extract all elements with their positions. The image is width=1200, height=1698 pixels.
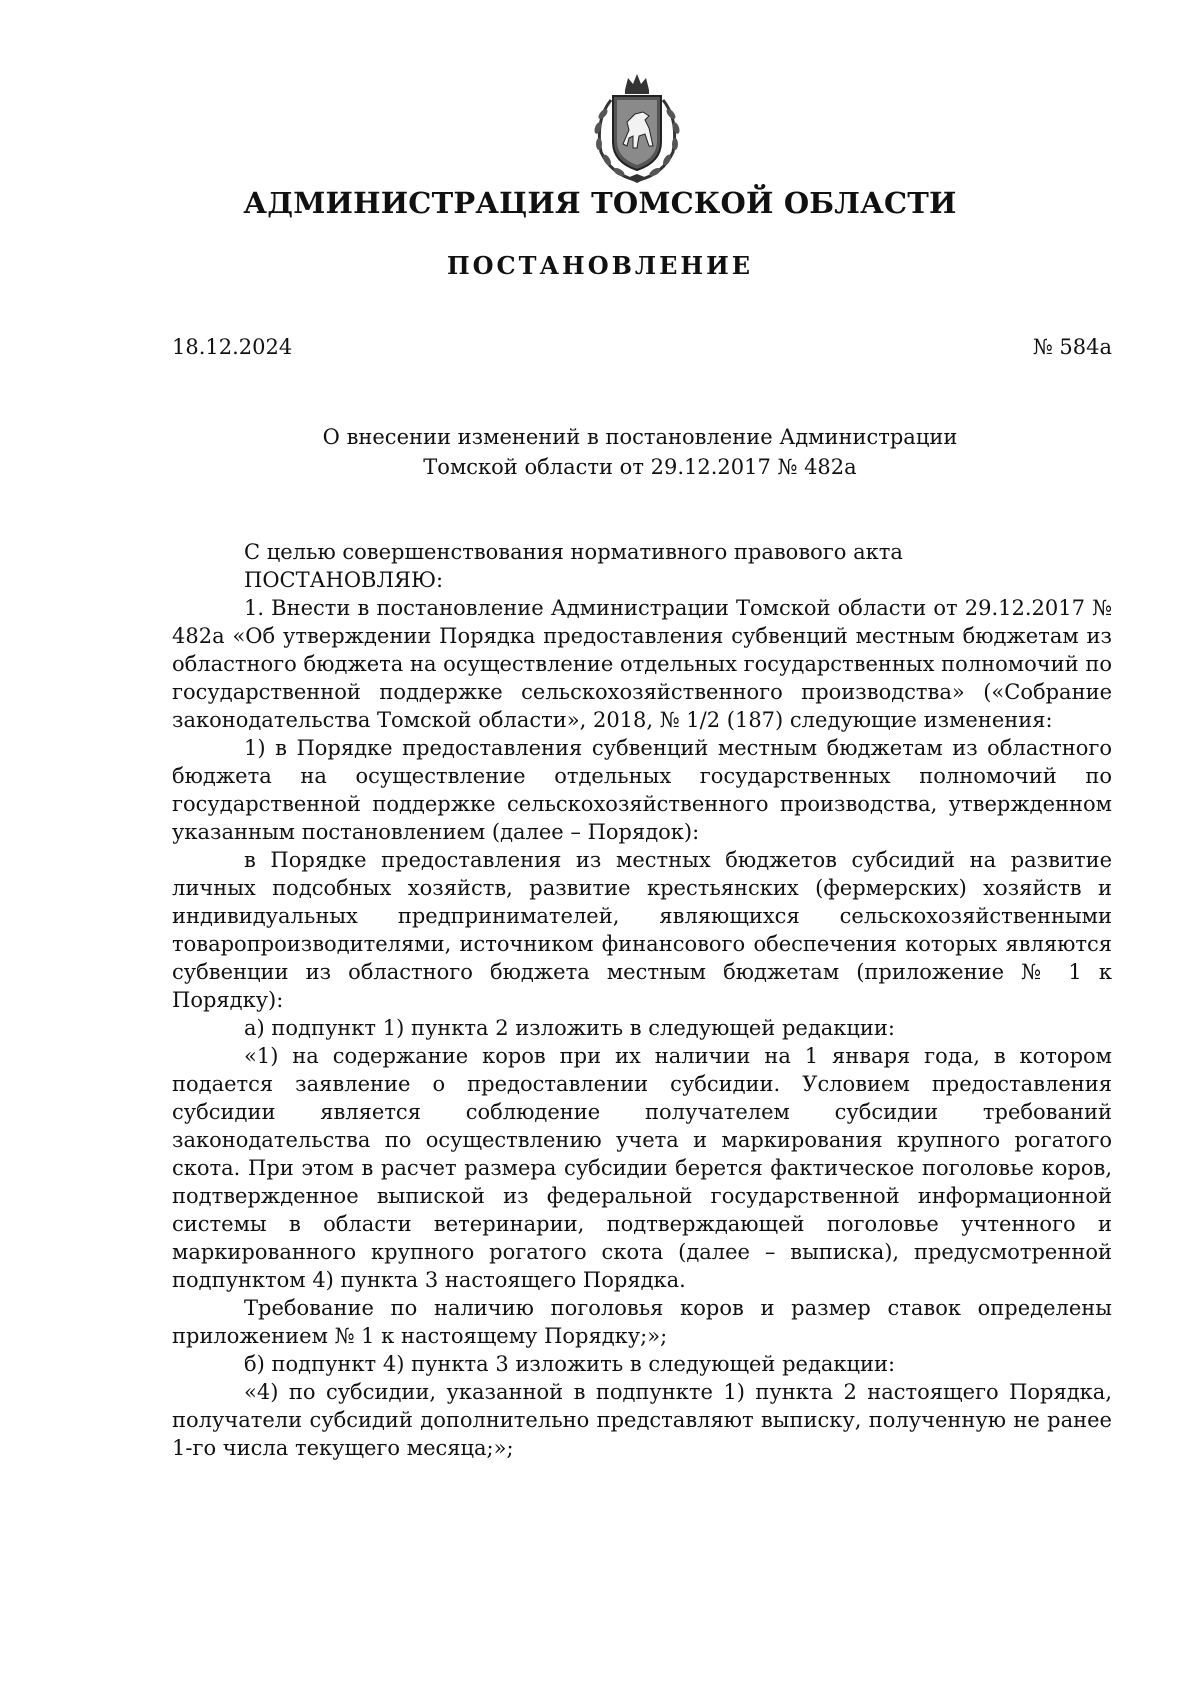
body-paragraph: Требование по наличию поголовья коров и размер ставок определены приложением № 1 к настоящему Порядку;»; xyxy=(172,1296,1112,1348)
organization-title: АДМИНИСТРАЦИЯ ТОМСКОЙ ОБЛАСТИ xyxy=(243,186,957,220)
document-date: 18.12.2024 xyxy=(172,335,293,359)
body-paragraph: в Порядке предоставления из местных бюджетов субсидий на развитие личных подсобных хозяйств, развитие крестьянских (фермерских) хозяйств и индивидуальных предпринимателей, являющихся сельскохозяйственными товаропроизводителями, источником финансового обеспечения которых являются субвенции из областного бюджета местным бюджетам (приложение № 1 к Порядку): xyxy=(172,848,1112,1012)
resolve-heading: ПОСТАНОВЛЯЮ: xyxy=(244,568,444,592)
tomsk-coat-of-arms-icon xyxy=(583,70,691,186)
document-subject xyxy=(200,422,1080,482)
body-paragraph: «4) по субсидии, указанной в подпункте 1) пункта 2 настоящего Порядка, получатели субсидий дополнительно представляют выписку, полученную не ранее 1-го числа текущего месяца;»; xyxy=(172,1380,1112,1460)
document-type-title: ПОСТАНОВЛЕНИЕ xyxy=(446,251,754,280)
body-paragraph: «1) на содержание коров при их наличии на 1 января года, в котором подается заявление о предоставлении субсидии. Условием предоставления субсидии является соблюдение получателем субсидии требований законодательства по осуществлению учета и маркирования крупного рогатого скота. При этом в расчет размера субсидии берется фактическое поголовье коров, подтвержденное выпиской из федеральной государственной информационной системы в области ветеринарии, подтверждающей поголовье учтенного и маркированного крупного рогатого скота (далее – выписка), предусмотренной подпунктом 4) пункта 3 настоящего Порядка. xyxy=(172,1044,1112,1292)
subject-line: Томской области от 29.12.2017 № 482а xyxy=(423,455,857,479)
document-body xyxy=(172,538,1112,1462)
document-number: № 584а xyxy=(1032,335,1112,359)
preamble-paragraph: С целью совершенствования нормативного правового акта xyxy=(244,540,903,564)
body-paragraph: б) подпункт 4) пункта 3 изложить в следующей редакции: xyxy=(244,1352,896,1376)
body-paragraph: 1. Внести в постановление Администрации Томской области от 29.12.2017 № 482а «Об утверждении Порядка предоставления субвенций местным бюджетам из областного бюджета на осуществление отдельных государственных полномочий по государственной поддержке сельскохозяйственного производства» («Собрание законодательства Томской области», 2018, № 1/2 (187) следующие изменения: xyxy=(172,596,1112,732)
body-paragraph: а) подпункт 1) пункта 2 изложить в следующей редакции: xyxy=(244,1016,895,1040)
body-paragraph: 1) в Порядке предоставления субвенций местным бюджетам из областного бюджета на осуществление отдельных государственных полномочий по государственной поддержке сельскохозяйственного производства, утвержденном указанным постановлением (далее – Порядок): xyxy=(172,736,1112,844)
subject-line: О внесении изменений в постановление Администрации xyxy=(322,425,958,449)
